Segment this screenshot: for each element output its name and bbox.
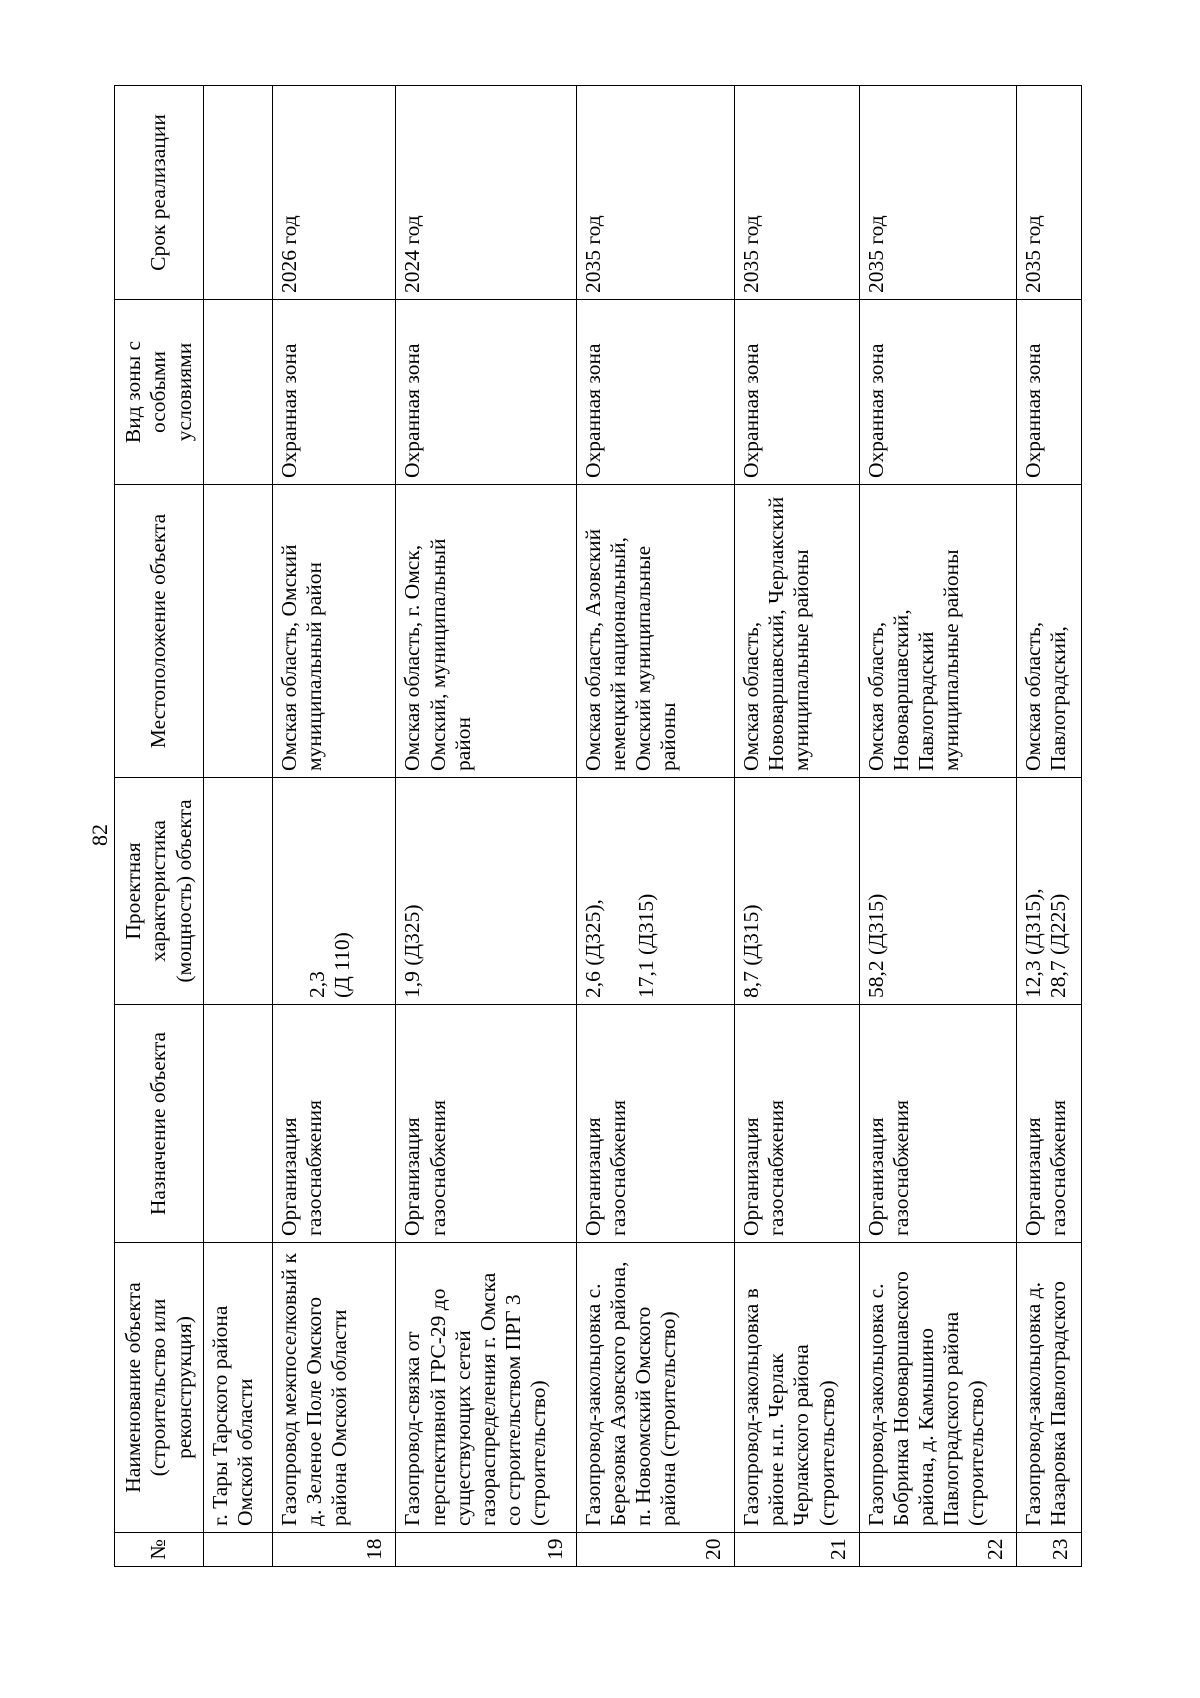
cell-purpose: Организация газоснабжения — [735, 1005, 860, 1243]
cell-term: 2035 год — [576, 86, 734, 300]
cell-name: Газопровод-связка от перспективной ГРС-29 до существующих сетей газораспределения г. Омска со строительством ПРГ 3 (строительство) — [396, 1243, 576, 1533]
table-row — [576, 86, 734, 1567]
cell-purpose: Организация газоснабжения — [272, 1005, 396, 1243]
cell-term: 2024 год — [396, 86, 576, 300]
cell-purpose — [204, 1005, 273, 1243]
cell-location: Омская область, Азовский немецкий национальный, Омский муниципальные районы — [576, 485, 734, 778]
cell-zone — [204, 300, 273, 485]
table-row — [396, 86, 576, 1567]
cell-zone: Охранная зона — [735, 300, 860, 485]
cell-num: 18 — [272, 1533, 396, 1567]
table-body — [204, 86, 1082, 1567]
cell-zone: Охранная зона — [396, 300, 576, 485]
cell-num — [204, 1533, 273, 1567]
cell-capacity — [859, 778, 1016, 1005]
capacity-value: 2,6 (Д325), — [580, 899, 605, 998]
capacity-extra: (Д 110) — [330, 932, 354, 998]
capacity-value: 1,9 (Д325) — [400, 904, 425, 998]
cell-name: Газопровод-закольцовка с. Бобринка Нововаршавского района, д. Камышино Павлоградского района (строительство) — [859, 1243, 1016, 1533]
table-row — [1017, 86, 1082, 1567]
rotated-table-frame — [114, 86, 1082, 1567]
table-row-continuation — [204, 86, 273, 1567]
table-header — [115, 86, 204, 1567]
cell-purpose: Организация газоснабжения — [576, 1005, 734, 1243]
header-location: Местоположение объекта — [115, 485, 204, 778]
header-capacity: Проектная характеристика (мощность) объекта — [115, 778, 204, 1005]
capacity-value: 12,3 (Д315), — [1021, 888, 1046, 998]
cell-capacity — [576, 778, 734, 1005]
cell-term: 2035 год — [859, 86, 1016, 300]
table-container — [114, 86, 1082, 1567]
capacity-value: 58,2 (Д315) — [863, 893, 888, 998]
cell-num: 23 — [1017, 1533, 1082, 1567]
cell-capacity — [735, 778, 860, 1005]
cell-num: 19 — [396, 1533, 576, 1567]
cell-term: 2026 год — [272, 86, 396, 300]
cell-term: 2035 год — [735, 86, 860, 300]
capacity-extra: 17,1 (Д315) — [633, 893, 658, 998]
header-name: Наименование объекта (строительство или реконструкция) — [115, 1243, 204, 1533]
capacity-spacer — [606, 784, 634, 998]
capacity-value: 8,7 (Д315) — [739, 904, 764, 998]
capacity-extra: 28,7 (Д225) — [1046, 893, 1071, 998]
cell-location: Омская область, Нововаршавский, Павлоградский муниципальные районы — [859, 485, 1016, 778]
cell-location: Омская область, г. Омск, Омский, муниципальный район — [396, 485, 576, 778]
cell-term: 2035 год — [1017, 86, 1082, 300]
capacity-value: 2,3 — [304, 971, 329, 998]
cell-purpose: Организация газоснабжения — [396, 1005, 576, 1243]
table-row — [859, 86, 1016, 1567]
cell-name: г. Тары Тарского района Омской области — [204, 1243, 273, 1533]
cell-name: Газопровод межпоселковый к д. Зеленое Поле Омского района Омской области — [272, 1243, 396, 1533]
cell-capacity — [396, 778, 576, 1005]
page-number: 82 — [87, 824, 112, 846]
header-zone: Вид зоны с особыми условиями — [115, 300, 204, 485]
cell-capacity — [204, 778, 273, 1005]
cell-location: Омская область, Нововаршавский, Черлакский муниципальные районы — [735, 485, 860, 778]
cell-num: 20 — [576, 1533, 734, 1567]
cell-location — [204, 485, 273, 778]
cell-zone: Охранная зона — [1017, 300, 1082, 485]
cell-capacity — [272, 778, 396, 1005]
cell-name: Газопровод-закольцовка в районе н.п. Черлак Черлакского района (строительство) — [735, 1243, 860, 1533]
cell-purpose: Организация газоснабжения — [859, 1005, 1016, 1243]
cell-term — [204, 86, 273, 300]
cell-num: 22 — [859, 1533, 1016, 1567]
cell-zone: Охранная зона — [272, 300, 396, 485]
capacity-spacer — [277, 784, 305, 998]
header-row — [115, 86, 204, 1567]
cell-num: 21 — [735, 1533, 860, 1567]
cell-zone: Охранная зона — [576, 300, 734, 485]
cell-name: Газопровод-закольцовка д. Назаровка Павлоградского — [1017, 1243, 1082, 1533]
header-term: Срок реализации — [115, 86, 204, 300]
cell-name: Газопровод-закольцовка с. Березовка Азовского района, п. Новоомский Омского района (строительство) — [576, 1243, 734, 1533]
cell-purpose: Организация газоснабжения — [1017, 1005, 1082, 1243]
table-row — [272, 86, 396, 1567]
objects-table — [114, 85, 1082, 1567]
cell-zone: Охранная зона — [859, 300, 1016, 485]
cell-location: Омская область, Омский муниципальный район — [272, 485, 396, 778]
header-num: № — [115, 1533, 204, 1567]
table-row — [735, 86, 860, 1567]
cell-location: Омская область, Павлоградский, — [1017, 485, 1082, 778]
cell-capacity — [1017, 778, 1082, 1005]
header-purpose: Назначение объекта — [115, 1005, 204, 1243]
